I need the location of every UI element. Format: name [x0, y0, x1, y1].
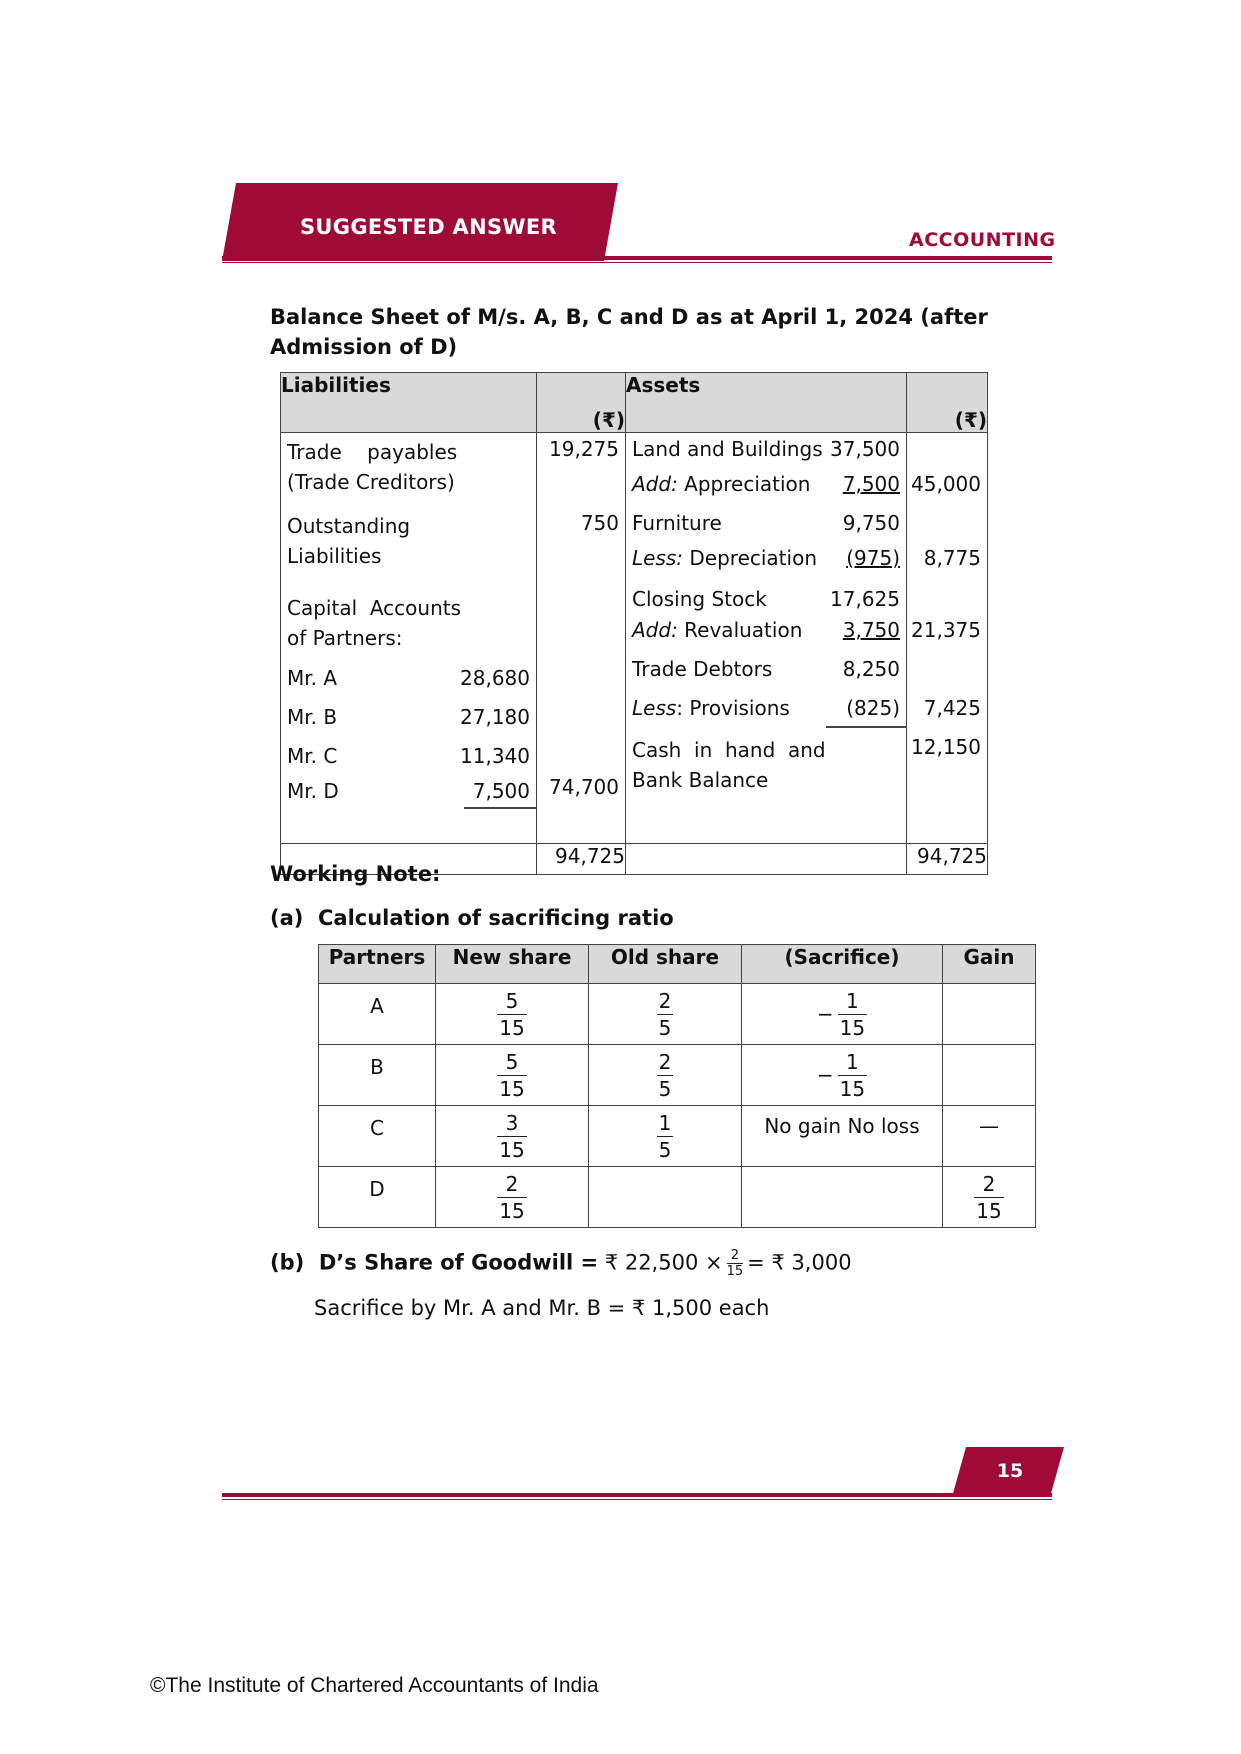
sr-minus: − — [816, 1002, 834, 1026]
sr-row — [319, 984, 1036, 1045]
appreciation-label: Add: Appreciation — [632, 472, 811, 496]
sr-sacrifice-text: No gain No loss — [764, 1114, 920, 1138]
partner-row — [287, 705, 536, 729]
col-liab-currency: (₹) — [537, 373, 626, 433]
partner-name: Mr. D — [287, 779, 339, 803]
balance-sheet-header-row — [281, 373, 988, 433]
col-assets: Assets — [626, 373, 907, 433]
sr-gain — [943, 1045, 1036, 1106]
liabilities-amount-cell — [537, 433, 626, 844]
balance-sheet-table — [280, 372, 988, 875]
footer-copyright: ©The Institute of Chartered Accountants of India — [150, 1674, 599, 1697]
header-tab-label: SUGGESTED ANSWER — [300, 215, 557, 239]
working-note-heading: Working Note: — [270, 862, 441, 886]
assets-amount-cell — [907, 433, 988, 844]
capital-sum-rule — [464, 807, 536, 809]
goodwill-fraction: $\frac{2}{15}$ — [726, 1248, 744, 1279]
sr-sacrifice: $\frac{1}{15}$ — [839, 1050, 866, 1101]
furniture-amount: 9,750 — [842, 511, 900, 535]
partner-name: Mr. A — [287, 666, 338, 690]
partner-amount: 27,180 — [460, 705, 530, 729]
assets-total-label — [626, 844, 907, 875]
land-label: Land and Buildings — [632, 437, 823, 461]
balance-sheet-body — [281, 433, 988, 844]
sr-old-share — [589, 1167, 742, 1228]
header-rule-thin — [222, 262, 1052, 263]
goodwill-expr: ₹ 22,500 × — [598, 1250, 723, 1275]
partner-name: Mr. C — [287, 744, 338, 768]
sr-col-gain: Gain — [943, 945, 1036, 984]
furniture-net: 8,775 — [923, 546, 981, 570]
stock-label: Closing Stock — [632, 587, 767, 611]
sr-partner: C — [370, 1116, 384, 1140]
liab-total: 94,725 — [537, 844, 626, 875]
sr-col-old-share: Old share — [589, 945, 742, 984]
assets-cell — [626, 433, 907, 844]
goodwill-label: (b) D’s Share of Goodwill = — [270, 1250, 599, 1275]
partner-row — [287, 779, 536, 803]
sr-partner: B — [370, 1055, 384, 1079]
debtors-net: 7,425 — [923, 696, 981, 720]
provisions-label: Less: Provisions — [632, 696, 790, 720]
sr-new-share: $\frac{2}{15}$ — [499, 1172, 525, 1223]
sr-old-share: $\frac{2}{5}$ — [658, 1050, 672, 1101]
sacrifice-line: Sacrifice by Mr. A and Mr. B = ₹ 1,500 each — [314, 1296, 770, 1320]
land-net: 45,000 — [911, 472, 981, 496]
debtors-label: Trade Debtors — [632, 657, 773, 681]
debtors-amount: 8,250 — [842, 657, 900, 681]
sr-row — [319, 1045, 1036, 1106]
sr-gain — [943, 984, 1036, 1045]
footer-rule-thin — [222, 1499, 1052, 1500]
footer-rule — [222, 1493, 1052, 1497]
sr-old-share: $\frac{1}{5}$ — [658, 1111, 672, 1162]
furniture-label: Furniture — [632, 511, 722, 535]
trade-payables-amount: 19,275 — [549, 437, 619, 461]
partner-row — [287, 744, 536, 768]
trade-payables-label: Trade payables (Trade Creditors) — [287, 440, 458, 494]
page-number: 15 — [996, 1460, 1024, 1482]
sr-col-partners: Partners — [319, 945, 436, 984]
provisions-amount: (825) — [846, 696, 900, 720]
provisions-rule — [826, 726, 906, 728]
outstanding-amount: 750 — [580, 511, 619, 535]
partner-name: Mr. B — [287, 705, 338, 729]
depreciation-amount: (975) — [846, 546, 900, 570]
partner-amount: 7,500 — [472, 779, 530, 803]
sr-sacrifice — [742, 1167, 943, 1228]
stock-net: 21,375 — [911, 618, 981, 642]
partner-amount: 11,340 — [460, 744, 530, 768]
balance-sheet-title: Balance Sheet of M/s. A, B, C and D as at April 1, 2024 (after Admission of D) — [270, 305, 988, 359]
sr-old-share: $\frac{2}{5}$ — [658, 989, 672, 1040]
sr-partner: D — [369, 1177, 385, 1201]
sr-partner: A — [370, 994, 384, 1018]
appreciation-amount: 7,500 — [842, 472, 900, 496]
sr-header-row — [319, 945, 1036, 984]
land-amount: 37,500 — [830, 437, 900, 461]
sr-row — [319, 1167, 1036, 1228]
subject-label: ACCOUNTING — [909, 229, 1056, 251]
partner-amount: 28,680 — [460, 666, 530, 690]
sr-minus: − — [816, 1063, 834, 1087]
part-a-heading: (a) Calculation of sacrificing ratio — [270, 906, 674, 930]
col-liabilities: Liabilities — [281, 373, 537, 433]
sacrificing-ratio-table — [318, 944, 1036, 1228]
sr-col-new-share: New share — [436, 945, 589, 984]
depreciation-label: Less: Depreciation — [632, 546, 817, 570]
outstanding-label: Outstanding Liabilities — [287, 514, 411, 568]
sr-gain: $\frac{2}{15}$ — [976, 1172, 1002, 1223]
partner-row — [287, 666, 536, 690]
revaluation-label: Add: Revaluation — [632, 618, 803, 642]
revaluation-amount: 3,750 — [842, 618, 900, 642]
sr-sacrifice: $\frac{1}{15}$ — [839, 989, 866, 1040]
sr-new-share: $\frac{5}{15}$ — [499, 1050, 525, 1101]
cash-label: Cash in hand and Bank Balance — [632, 738, 826, 792]
capital-label: Capital Accounts of Partners: — [287, 596, 462, 650]
liabilities-cell — [281, 433, 537, 844]
stock-amount: 17,625 — [830, 587, 900, 611]
goodwill-line — [270, 1248, 852, 1279]
goodwill-result: = ₹ 3,000 — [747, 1250, 852, 1275]
sr-row — [319, 1106, 1036, 1167]
sr-new-share: $\frac{5}{15}$ — [499, 989, 525, 1040]
assets-total: 94,725 — [907, 844, 988, 875]
header-rule — [222, 256, 1052, 260]
sr-col-sacrifice: (Sacrifice) — [742, 945, 943, 984]
cash-amount: 12,150 — [911, 735, 981, 759]
sr-gain-text: — — [979, 1114, 999, 1138]
capital-total: 74,700 — [549, 775, 619, 799]
col-assets-currency: (₹) — [907, 373, 988, 433]
sr-new-share: $\frac{3}{15}$ — [499, 1111, 525, 1162]
